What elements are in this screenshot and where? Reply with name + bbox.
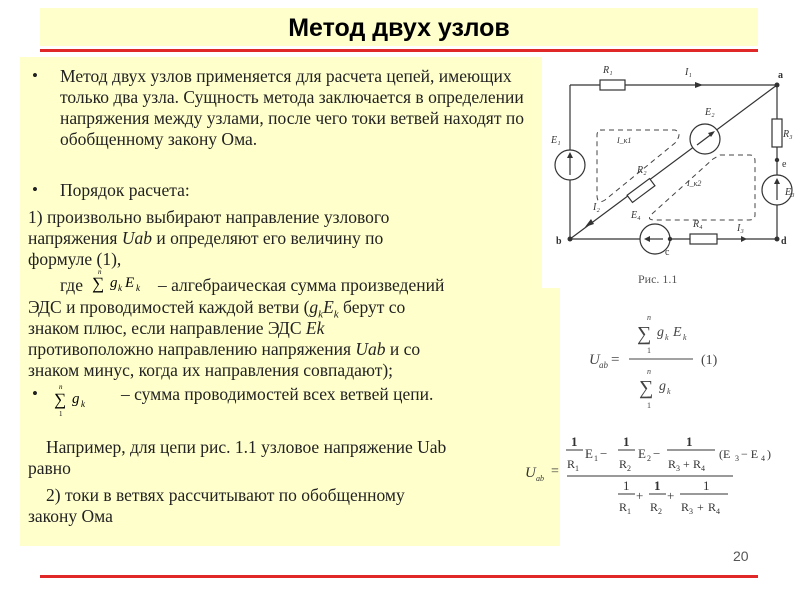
k-sub: k [333,308,339,321]
step1-line3: формуле (1), [28,249,122,269]
resistor-r2 [627,179,655,203]
sum-top: n [59,383,63,391]
f1-lhs: U [589,352,600,368]
f2-E2: E [638,446,646,461]
title-underline [40,49,758,52]
f1-num-g: g [657,325,664,340]
sum-gk-symbol [52,380,98,420]
sum-conductance-text: – сумма проводимостей всех ветвей цепи. [121,384,434,404]
sum-E: E [125,275,135,291]
f2-n1-R: R [567,457,576,471]
f1-num-E: E [673,325,682,340]
emf-line4: знаком минус, когда их направления совпадают); [28,360,394,380]
f2-n2-R: R [619,457,628,471]
sum-gkek-symbol [88,266,158,298]
emf-line3 [28,339,420,360]
emf-line3-c: и со [389,339,421,359]
where-description: – алгебраическая сумма произведений [158,275,445,295]
f1-den-one: 1 [647,401,651,410]
node-c [668,237,672,241]
uab-symbol: Uab [355,339,386,359]
f2-n3-R3s: 3 [676,464,680,473]
figure-caption: Рис. 1.1 [638,272,678,286]
label-i2: I₂ [593,202,600,213]
label-node-b: b [556,236,562,247]
formula-uab-example [523,428,773,523]
title-box [40,8,758,46]
f2-n3-R4s: 4 [701,464,705,473]
f2-E2s: 2 [647,454,651,463]
f2-d3-plus: + [697,500,704,514]
sum-bottom: 1 [59,410,63,418]
example-line1: Например, для цепи рис. 1.1 узловое напряжение Uab [46,437,447,457]
f2-n1-one: 1 [571,434,578,449]
label-e1: E₁ [551,135,561,146]
f2-n3-R3: R [668,457,677,471]
resistor-r4 [690,234,717,244]
resistor-r3 [772,119,782,147]
f2-d2-Rs: 2 [658,507,662,516]
sum-g: g [72,391,80,407]
f2-lhs: U [525,465,536,481]
ek-symbol: Ek [305,318,325,338]
sum-sigma: ∑ [54,390,67,409]
f2-d2-one: 1 [654,478,661,493]
step1-line1: 1) произвольно выбирают направление узлового [28,207,390,227]
f1-den-g: g [659,379,666,394]
bullet-procedure: Порядок расчета: [60,180,190,200]
label-r2: R₂ [637,165,647,176]
f2-n2-one: 1 [623,434,630,449]
page-number: 20 [733,548,749,564]
f1-den-n: n [647,367,651,376]
label-node-c: c [665,247,670,258]
emf-line1-a: ЭДС и проводимостей каждой ветви ( [28,297,310,317]
f2-n1-Rs: 1 [575,464,579,473]
step2-line2: закону Ома [28,506,113,526]
sum-sigma: ∑ [92,274,105,293]
bullet-marker: • [32,180,38,199]
f1-num-k2: k [683,333,687,342]
step1-line2 [28,228,383,249]
emf-line2-a: знаком плюс, если направление ЭДС [28,318,302,338]
f2-E1s: 1 [594,454,598,463]
label-r3: R₃ [783,129,793,140]
f2-d3-R4: R [708,500,717,514]
f2-minus2: − [653,446,661,461]
node-d [775,237,780,242]
label-i1: I₁ [685,67,692,78]
f2-E1: E [585,446,593,461]
sum-k2: k [136,283,140,293]
f1-den-sigma: ∑ [639,377,654,399]
label-node-d: d [781,236,787,247]
f2-d2-R: R [650,500,659,514]
sum-top: n [98,268,102,276]
f2-n3-R4: R [693,457,702,471]
f2-paren: (E [719,447,731,461]
f2-d3-R3: R [681,500,690,514]
label-node-a: a [778,70,783,81]
where-label: где [60,275,83,295]
f2-d1-Rs: 1 [627,507,631,516]
bullet-marker: • [32,66,38,85]
slide-title: Метод двух узлов [288,14,510,42]
f2-d-plus1: + [636,488,644,503]
f2-d3-one: 1 [703,478,710,493]
step1-line2-c: и определяют его величину по [156,228,384,248]
f2-d1-one: 1 [623,478,630,493]
step1-line2-a: напряжения [28,228,118,248]
label-i3: I₃ [737,223,744,234]
resistor-r1 [600,80,625,90]
sum-k: k [81,399,85,409]
f2-d-plus2: + [667,488,675,503]
f1-num-one: 1 [647,346,651,355]
sum-g: g [110,275,118,291]
emf-line1-b: берут со [338,297,406,317]
f2-n3-plus: + [683,457,690,471]
emf-line3-a: противоположно направлению напряжения [28,339,352,359]
f2-d3-R4s: 4 [716,507,720,516]
node-a [775,83,780,88]
label-e3: E₃ [785,187,795,198]
node-b [568,237,573,242]
uab-symbol: Uab [121,228,152,248]
f1-eq: = [611,352,620,368]
f1-num-sigma: ∑ [637,323,652,345]
f1-den-k: k [667,387,671,396]
formula-1 [585,308,735,418]
node-e [775,158,779,162]
example-line2: равно [28,458,71,478]
label-r1: R₁ [603,65,613,76]
label-e2: E₂ [705,107,715,118]
label-r4: R₄ [693,219,703,230]
label-ik1: I_к1 [617,136,632,145]
f2-eq: = [551,464,559,479]
circuit-diagram [545,55,795,295]
bullet-method-description: Метод двух узлов применяется для расчета цепей, имеющих только два узла. Сущность метода заключается в определении напряжения между узлами, после чего токи ветвей находят по обобщенному закону Ома. [60,66,524,149]
f2-E4s: 4 [761,454,765,463]
f2-close: ) [767,447,771,461]
label-ik2: I_к2 [687,179,702,188]
f1-lhs-sub: ab [599,360,608,370]
label-node-e: e [782,159,787,170]
f2-d1-R: R [619,500,628,514]
f2-E4: − E [741,447,759,461]
f2-minus1: − [600,446,608,461]
f2-d3-R3s: 3 [689,507,693,516]
f1-num-k: k [665,333,669,342]
f2-E3s: 3 [735,454,739,463]
step2-line1: 2) токи в ветвях рассчитывают по обобщенному [46,485,405,505]
k-sub: k [318,308,324,321]
loop-ik2 [649,155,755,220]
footer-line [40,575,758,578]
f2-lhs-sub: ab [536,474,544,483]
emf-line2 [28,318,324,339]
f1-num-n: n [647,313,651,322]
f1-tag: (1) [701,353,718,368]
f2-n2-Rs: 2 [627,464,631,473]
label-e4: E₄ [631,210,641,221]
sum-k1: k [118,283,122,293]
g-symbol: g [309,297,319,317]
f2-n3-one: 1 [686,434,693,449]
E-symbol: E [323,297,334,317]
bullet-marker: • [32,384,38,403]
